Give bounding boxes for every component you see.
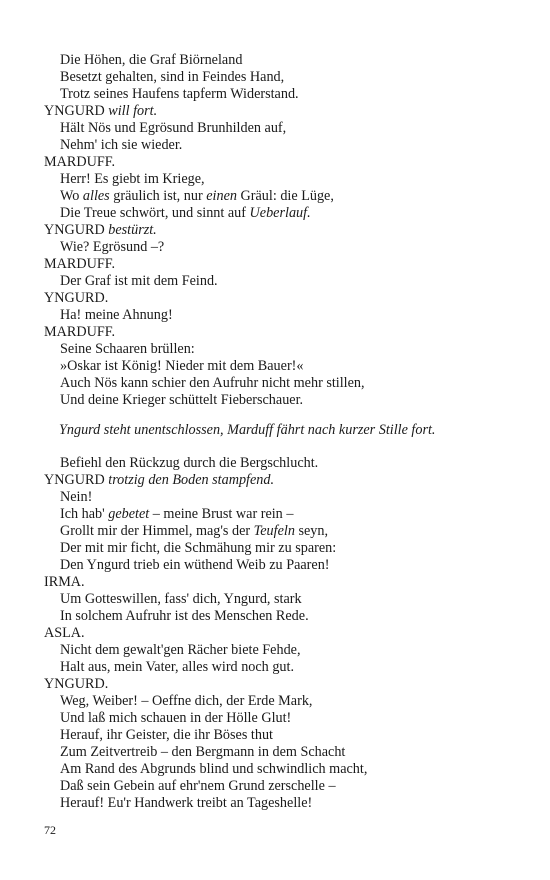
text-run: – meine Brust war rein –: [149, 506, 294, 522]
text-run: Trotz seines Haufens tapferm Widerstand.: [60, 86, 299, 102]
text-run: Und laß mich schauen in der Hölle Glut!: [60, 710, 292, 726]
text-run: Nicht dem gewalt'gen Rächer biete Fehde,: [60, 642, 301, 658]
text-run: Befiehl den Rückzug durch die Bergschlucht.: [60, 455, 319, 471]
speaker-line: [44, 625, 85, 642]
text-run: Die Höhen, die Graf Biörneland: [60, 52, 243, 68]
text-run: YNGURD.: [44, 676, 109, 692]
speaker-line: [44, 324, 115, 341]
text-run: Wie? Egrösund –?: [60, 239, 165, 255]
text-run: YNGURD: [44, 103, 109, 119]
verse-line: [60, 137, 182, 154]
verse-line: [60, 489, 92, 506]
verse-line: [60, 455, 318, 472]
text-run: Besetzt gehalten, sind in Feindes Hand,: [60, 69, 285, 85]
stage-direction: [59, 422, 435, 439]
speaker-line: [44, 103, 157, 120]
verse-line: [60, 540, 336, 557]
verse-line: [60, 693, 312, 710]
text-run: Herauf, ihr Geister, die ihr Böses thut: [60, 727, 273, 743]
speaker-line: [44, 222, 157, 239]
italic-text: gebetet: [108, 506, 150, 522]
text-run: Den Yngurd trieb ein wüthend Weib zu Paaren!: [60, 557, 330, 573]
text-run: MARDUFF.: [44, 324, 116, 340]
text-run: Halt aus, mein Vater, alles wird noch gut.: [60, 659, 294, 675]
speaker-line: [44, 290, 108, 307]
verse-line: [60, 506, 293, 523]
verse-line: [60, 307, 173, 324]
verse-line: [60, 52, 242, 69]
speaker-line: [44, 154, 115, 171]
text-run: Seine Schaaren brüllen:: [60, 341, 195, 357]
verse-line: [60, 795, 312, 812]
text-run: ASLA.: [44, 625, 85, 641]
verse-line: [60, 358, 304, 375]
text-run: Grollt mir der Himmel, mag's der: [60, 523, 254, 539]
verse-line: [60, 341, 195, 358]
verse-line: [60, 642, 301, 659]
verse-line: [60, 188, 334, 205]
verse-line: [60, 523, 328, 540]
italic-text: will fort.: [108, 103, 158, 119]
text-run: MARDUFF.: [44, 154, 116, 170]
text-run: Herr! Es giebt im Kriege,: [60, 171, 205, 187]
text-run: Herauf! Eu'r Handwerk treibt an Tageshelle!: [60, 795, 313, 811]
text-run: In solchem Aufruhr ist des Menschen Rede.: [60, 608, 309, 624]
italic-text: Ueberlauf.: [249, 205, 311, 221]
text-run: Weg, Weiber! – Oeffne dich, der Erde Mark,: [60, 693, 313, 709]
text-run: seyn,: [294, 523, 329, 539]
text-run: Gräul: die Lüge,: [236, 188, 334, 204]
text-run: Zum Zeitvertreib – den Bergmann in dem Schacht: [60, 744, 346, 760]
text-run: Daß sein Gebein auf ehr'nem Grund zerschelle –: [60, 778, 336, 794]
text-run: Um Gotteswillen, fass' dich, Yngurd, stark: [60, 591, 302, 607]
text-run: Der mit mir ficht, die Schmähung mir zu sparen:: [60, 540, 337, 556]
verse-line: [60, 591, 302, 608]
verse-line: [60, 392, 303, 409]
page-number: 72: [44, 823, 56, 837]
text-run: Und deine Krieger schüttelt Fieberschauer.: [60, 392, 304, 408]
text-run: Hält Nös und Egrösund Brunhilden auf,: [60, 120, 287, 136]
verse-line: [60, 86, 299, 103]
verse-line: [60, 557, 330, 574]
speaker-line: [44, 676, 108, 693]
verse-line: [60, 120, 286, 137]
verse-line: [60, 710, 291, 727]
italic-text: einen: [206, 188, 237, 204]
verse-line: [60, 608, 309, 625]
text-run: Nehm' ich sie wieder.: [60, 137, 183, 153]
text-run: »Oskar ist König! Nieder mit dem Bauer!«: [60, 358, 304, 374]
verse-line: [60, 727, 273, 744]
text-run: IRMA.: [44, 574, 85, 590]
text-run: YNGURD: [44, 472, 109, 488]
verse-line: [60, 761, 367, 778]
italic-text: Teufeln: [253, 523, 295, 539]
text-run: Wo: [60, 188, 83, 204]
speaker-line: [44, 256, 115, 273]
speaker-line: [44, 472, 274, 489]
verse-line: [60, 171, 205, 188]
text-run: Der Graf ist mit dem Feind.: [60, 273, 218, 289]
verse-line: [60, 69, 284, 86]
verse-line: [60, 273, 218, 290]
verse-line: [60, 778, 336, 795]
text-run: MARDUFF.: [44, 256, 116, 272]
italic-text: alles: [82, 188, 110, 204]
text-run: Auch Nös kann schier den Aufruhr nicht mehr stillen,: [60, 375, 365, 391]
italic-text: bestürzt.: [108, 222, 157, 238]
text-run: Nein!: [60, 489, 93, 505]
text-run: YNGURD.: [44, 290, 109, 306]
text-run: Yngurd steht unentschlossen, Marduff fährt nach kurzer Stille fort.: [59, 422, 436, 438]
verse-line: [60, 205, 311, 222]
verse-line: [60, 239, 164, 256]
verse-line: [60, 375, 365, 392]
speaker-line: [44, 574, 85, 591]
text-run: Ich hab': [60, 506, 109, 522]
text-run: Die Treue schwört, und sinnt auf: [60, 205, 250, 221]
text-run: gräulich ist, nur: [109, 188, 207, 204]
text-run: Am Rand des Abgrunds blind und schwindlich macht,: [60, 761, 368, 777]
text-run: Ha! meine Ahnung!: [60, 307, 173, 323]
italic-text: trotzig den Boden stampfend.: [108, 472, 275, 488]
verse-line: [60, 744, 345, 761]
text-run: YNGURD: [44, 222, 109, 238]
verse-line: [60, 659, 294, 676]
